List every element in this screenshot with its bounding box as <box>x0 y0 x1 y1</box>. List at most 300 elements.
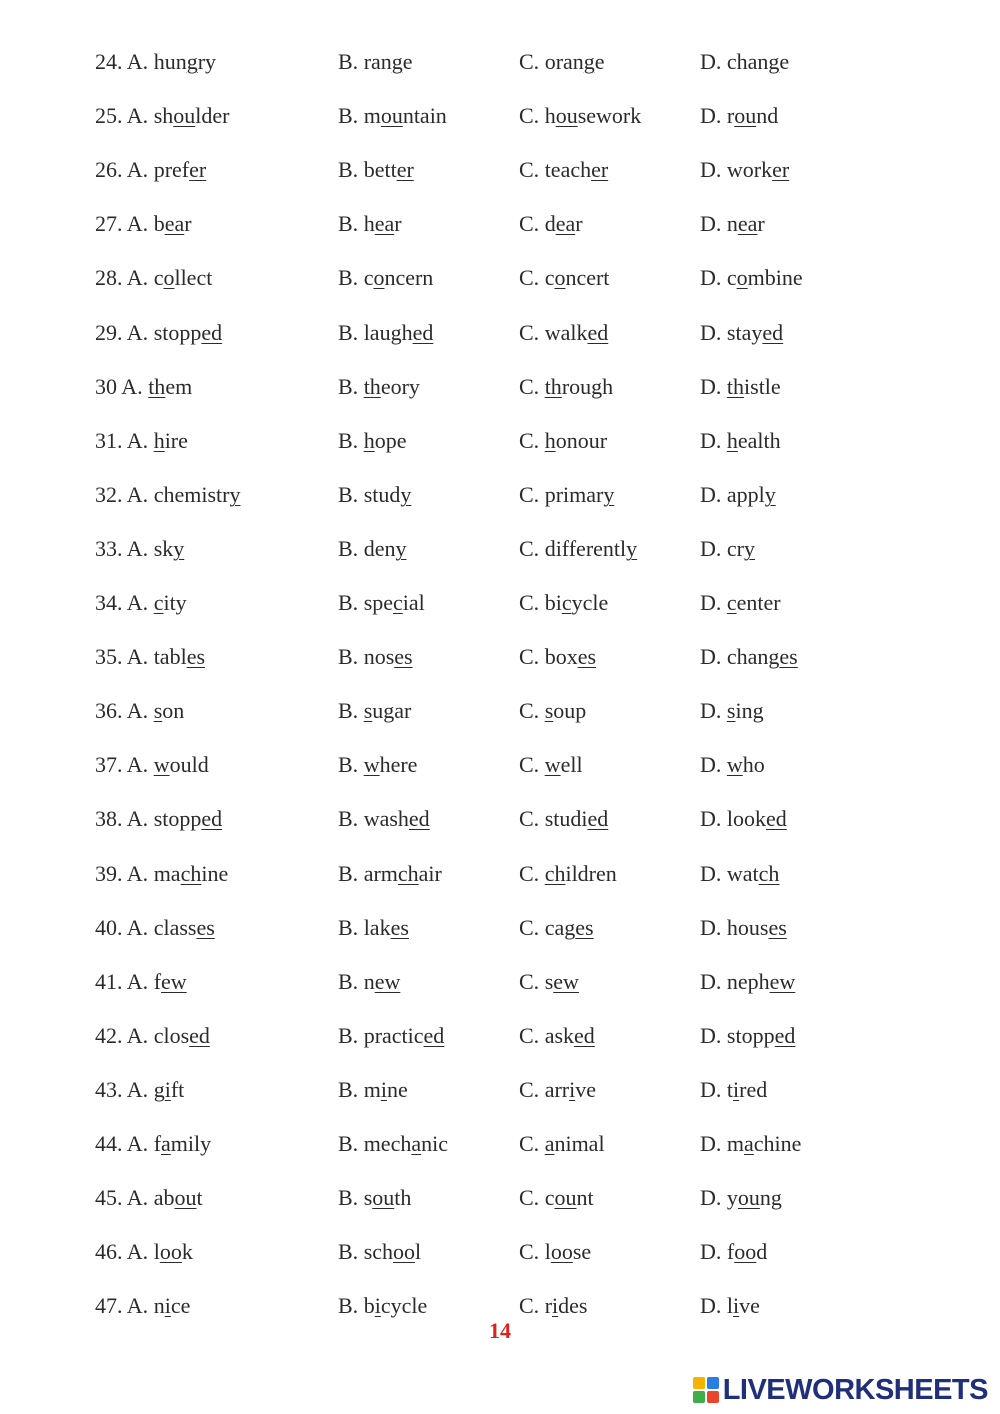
word-suffix: ycle <box>571 590 609 615</box>
option-d[interactable] <box>700 962 795 1002</box>
underlined-sound: ew <box>769 968 796 994</box>
option-letter: D. <box>700 590 722 615</box>
underlined-sound: ed <box>408 806 430 832</box>
underlined-sound: o <box>163 265 175 291</box>
option-c[interactable] <box>519 637 596 677</box>
option-d[interactable] <box>700 637 798 677</box>
option-letter: C. <box>519 1076 540 1102</box>
question-number: 28. A. <box>95 265 149 291</box>
option-a[interactable] <box>95 204 192 244</box>
option-a[interactable] <box>95 637 205 677</box>
option-c[interactable] <box>519 799 608 839</box>
liveworksheets-brand[interactable] <box>693 1372 988 1408</box>
underlined-sound: y <box>229 481 241 507</box>
option-c[interactable] <box>519 1124 605 1164</box>
question-number: 35. A. <box>95 644 149 670</box>
option-letter: D. <box>700 806 722 832</box>
underlined-sound: s <box>544 698 554 724</box>
option-d[interactable] <box>700 908 787 948</box>
option-a[interactable] <box>95 583 187 623</box>
option-c[interactable] <box>519 854 617 894</box>
option-letter: D. <box>700 211 722 237</box>
option-letter: B. <box>338 698 359 724</box>
word-suffix: onour <box>555 427 608 453</box>
option-c[interactable] <box>519 1232 591 1272</box>
question-row <box>0 475 1000 515</box>
option-a[interactable] <box>95 908 215 948</box>
option-b[interactable] <box>338 258 433 298</box>
option-a[interactable] <box>95 1016 210 1056</box>
option-letter: D. <box>700 49 722 74</box>
underlined-sound: h <box>363 427 375 453</box>
question-row <box>0 96 1000 136</box>
option-d[interactable] <box>700 529 755 569</box>
question-row <box>0 799 1000 839</box>
question-number: 31. A. <box>95 427 149 453</box>
word-prefix: c <box>363 265 374 291</box>
word-suffix: enter <box>736 590 781 615</box>
underlined-sound: ew <box>553 968 579 994</box>
word-suffix: r <box>757 211 765 237</box>
word-prefix: m <box>363 103 381 129</box>
word-suffix: ncert <box>565 265 610 291</box>
option-b[interactable] <box>338 313 433 353</box>
word-suffix: e <box>779 49 790 74</box>
option-b[interactable] <box>338 583 425 623</box>
word-prefix: stay <box>726 319 763 345</box>
underlined-sound: ch <box>397 860 419 886</box>
underlined-sound: ou <box>554 1185 577 1211</box>
word-prefix: y <box>726 1185 738 1211</box>
word-suffix: des <box>558 1293 588 1319</box>
option-d[interactable] <box>700 150 789 190</box>
question-number: 33. A. <box>95 535 149 561</box>
option-letter: D. <box>700 427 722 453</box>
word-prefix: s <box>544 968 554 994</box>
underlined-sound: w <box>544 752 561 778</box>
word-suffix: r <box>575 211 583 237</box>
option-d[interactable] <box>700 475 776 515</box>
question-row <box>0 962 1000 1002</box>
option-letter: C. <box>519 1185 540 1211</box>
word-suffix: sework <box>577 103 642 129</box>
option-letter: B. <box>338 1185 359 1211</box>
underlined-sound: ed <box>587 806 609 832</box>
word-prefix: nos <box>363 644 395 670</box>
word-prefix: differentl <box>544 535 627 561</box>
option-c[interactable] <box>519 96 641 136</box>
option-c[interactable] <box>519 367 613 407</box>
option-letter: B. <box>338 49 359 74</box>
word-prefix: arr <box>544 1076 570 1102</box>
underlined-sound: ou <box>372 1185 395 1211</box>
option-d[interactable] <box>700 854 779 894</box>
word-suffix: nimal <box>554 1131 605 1156</box>
word-prefix: r <box>544 1293 553 1319</box>
option-c[interactable] <box>519 1016 595 1056</box>
word-prefix: look <box>726 806 767 832</box>
option-b[interactable] <box>338 1232 421 1272</box>
underlined-sound: h <box>544 427 556 453</box>
underlined-sound: o <box>736 265 748 291</box>
underlined-sound: s <box>153 698 163 724</box>
underlined-sound: ou <box>174 1185 197 1211</box>
word-suffix: eory <box>380 373 420 399</box>
option-letter: C. <box>519 1022 540 1048</box>
underlined-sound: ch <box>180 860 202 886</box>
question-number: 26. A. <box>95 157 149 183</box>
option-b[interactable] <box>338 908 409 948</box>
word-prefix: tabl <box>153 644 187 670</box>
word-suffix: nt <box>576 1185 594 1211</box>
option-letter: B. <box>338 1239 359 1265</box>
word-suffix: t <box>196 1185 203 1211</box>
option-c[interactable] <box>519 421 607 461</box>
word-suffix: ope <box>374 427 407 453</box>
question-number: 36. A. <box>95 698 149 724</box>
word-suffix: ell <box>560 752 583 778</box>
underlined-sound: th <box>363 373 381 399</box>
underlined-sound: ou <box>173 103 196 129</box>
option-b[interactable] <box>338 421 406 461</box>
option-letter: C. <box>519 103 540 129</box>
option-a[interactable] <box>95 799 222 839</box>
option-c[interactable] <box>519 258 609 298</box>
underlined-sound: ed <box>587 319 609 345</box>
option-b[interactable] <box>338 854 442 894</box>
underlined-sound: ch <box>544 860 566 886</box>
option-b[interactable] <box>338 204 402 244</box>
word-suffix: d <box>756 1239 768 1265</box>
option-c[interactable] <box>519 745 583 785</box>
question-row <box>0 1016 1000 1056</box>
option-letter: B. <box>338 968 359 994</box>
option-d[interactable] <box>700 583 781 623</box>
underlined-sound: er <box>189 157 207 183</box>
word-prefix: neph <box>726 968 770 994</box>
question-row <box>0 583 1000 623</box>
option-a[interactable] <box>95 42 216 82</box>
option-d[interactable] <box>700 1070 767 1110</box>
word-suffix: ry <box>197 49 217 74</box>
word-suffix: mbine <box>747 265 803 291</box>
question-row <box>0 367 1000 407</box>
option-letter: B. <box>338 373 359 399</box>
option-a[interactable] <box>95 962 187 1002</box>
option-d[interactable] <box>700 691 764 731</box>
underlined-sound: th <box>726 373 745 399</box>
option-a[interactable] <box>95 691 184 731</box>
option-a[interactable] <box>95 96 229 136</box>
question-row <box>0 1178 1000 1218</box>
option-letter: B. <box>338 590 359 615</box>
underlined-sound: g <box>391 49 403 74</box>
word-suffix: ncern <box>384 265 434 291</box>
option-b[interactable] <box>338 799 430 839</box>
option-letter: C. <box>519 265 540 291</box>
underlined-sound: a <box>744 1131 754 1156</box>
option-letter: C. <box>519 1131 540 1156</box>
word-prefix: wat <box>726 860 759 886</box>
option-d[interactable] <box>700 1016 795 1056</box>
word-prefix: chan <box>726 49 769 74</box>
option-b[interactable] <box>338 962 400 1002</box>
word-prefix: l <box>544 1239 551 1265</box>
question-row <box>0 637 1000 677</box>
word-suffix: e <box>402 49 413 74</box>
option-a[interactable] <box>95 1178 203 1218</box>
option-c[interactable] <box>519 962 579 1002</box>
option-c[interactable] <box>519 42 605 82</box>
underlined-sound: i <box>733 1293 740 1319</box>
underlined-sound: y <box>173 535 185 561</box>
underlined-sound: es <box>186 644 206 670</box>
liveworksheets-logo-icon <box>693 1377 719 1403</box>
word-prefix: walk <box>544 319 588 345</box>
option-letter: D. <box>700 698 722 724</box>
underlined-sound: ea <box>374 211 395 237</box>
question-row <box>0 1070 1000 1110</box>
word-prefix: r <box>726 103 735 129</box>
option-c[interactable] <box>519 204 583 244</box>
option-a[interactable] <box>95 475 240 515</box>
option-c[interactable] <box>519 1070 596 1110</box>
option-letter: B. <box>338 860 359 886</box>
option-letter: D. <box>700 1239 722 1265</box>
question-number: 37. A. <box>95 752 149 778</box>
question-row <box>0 42 1000 82</box>
option-d[interactable] <box>700 96 778 136</box>
question-number: 45. A. <box>95 1185 149 1211</box>
word-prefix: spe <box>363 590 394 615</box>
option-a[interactable] <box>95 1070 184 1110</box>
option-b[interactable] <box>338 745 417 785</box>
underlined-sound: ew <box>161 968 187 994</box>
word-prefix: sch <box>363 1239 394 1265</box>
option-d[interactable] <box>700 313 783 353</box>
option-letter: B. <box>338 157 359 183</box>
question-row <box>0 691 1000 731</box>
question-row <box>0 529 1000 569</box>
word-suffix: ve <box>575 1076 596 1102</box>
underlined-sound: ed <box>189 1022 210 1048</box>
option-c[interactable] <box>519 908 594 948</box>
underlined-sound: a <box>411 1131 422 1156</box>
underlined-sound: c <box>393 590 403 615</box>
question-row <box>0 908 1000 948</box>
word-prefix: sh <box>153 103 174 129</box>
option-b[interactable] <box>338 367 420 407</box>
option-letter: C. <box>519 914 540 940</box>
option-letter: C. <box>519 1293 540 1319</box>
option-letter: B. <box>338 1022 359 1048</box>
option-letter: B. <box>338 103 359 129</box>
option-letter: C. <box>519 1239 540 1265</box>
word-suffix: nic <box>421 1131 448 1156</box>
word-suffix: lder <box>195 103 230 129</box>
word-prefix: class <box>153 914 197 940</box>
option-letter: C. <box>519 319 540 345</box>
option-letter: D. <box>700 265 722 291</box>
option-c[interactable] <box>519 313 608 353</box>
word-prefix: stud <box>363 481 401 507</box>
option-d[interactable] <box>700 204 765 244</box>
underlined-sound: w <box>363 752 380 778</box>
option-b[interactable] <box>338 1178 411 1218</box>
question-number: 47. A. <box>95 1293 149 1319</box>
word-prefix: n <box>363 968 375 994</box>
option-letter: D. <box>700 1076 722 1102</box>
word-prefix: f <box>153 968 162 994</box>
option-d[interactable] <box>700 1178 782 1218</box>
option-b[interactable] <box>338 637 413 677</box>
option-d[interactable] <box>700 367 781 407</box>
word-suffix: air <box>418 860 442 886</box>
option-b[interactable] <box>338 150 414 190</box>
option-a[interactable] <box>95 854 228 894</box>
word-prefix: hous <box>726 914 769 940</box>
word-prefix: f <box>726 1239 735 1265</box>
option-letter: D. <box>700 1022 722 1048</box>
word-suffix: ntain <box>402 103 447 129</box>
option-a[interactable] <box>95 745 209 785</box>
option-letter: C. <box>519 211 540 237</box>
option-a[interactable] <box>95 367 192 407</box>
underlined-sound: i <box>733 1076 740 1102</box>
underlined-sound: th <box>148 373 166 399</box>
option-letter: D. <box>700 1293 722 1319</box>
option-b[interactable] <box>338 1070 408 1110</box>
word-prefix: den <box>363 535 396 561</box>
option-b[interactable] <box>338 475 411 515</box>
word-suffix: r <box>394 211 402 237</box>
question-number: 39. A. <box>95 860 149 886</box>
option-a[interactable] <box>95 1232 193 1272</box>
option-c[interactable] <box>519 1178 594 1218</box>
word-suffix: r <box>184 211 192 237</box>
question-number: 30 A. <box>95 373 143 399</box>
option-letter: C. <box>519 698 540 724</box>
underlined-sound: g <box>768 49 780 74</box>
question-number: 27. A. <box>95 211 149 237</box>
word-prefix: t <box>726 1076 734 1102</box>
option-letter: C. <box>519 373 540 399</box>
option-b[interactable] <box>338 42 413 82</box>
underlined-sound: ou <box>555 103 578 129</box>
option-d[interactable] <box>700 1232 767 1272</box>
question-number: 46. A. <box>95 1239 149 1265</box>
word-prefix: c <box>544 265 555 291</box>
underlined-sound: g <box>186 49 198 74</box>
underlined-sound: es <box>390 914 409 940</box>
underlined-sound: ea <box>555 211 576 237</box>
word-prefix: appl <box>726 481 765 507</box>
page-number: 14 <box>489 1318 511 1343</box>
word-prefix: arm <box>363 860 398 886</box>
option-c[interactable] <box>519 475 614 515</box>
underlined-sound: ea <box>737 211 758 237</box>
underlined-sound: i <box>380 1076 387 1102</box>
option-d[interactable] <box>700 1124 801 1164</box>
option-letter: B. <box>338 535 359 561</box>
option-a[interactable] <box>95 313 222 353</box>
underlined-sound: ed <box>201 806 223 832</box>
question-number: 24. A. <box>95 49 149 74</box>
option-letter: B. <box>338 914 359 940</box>
option-a[interactable] <box>95 421 188 461</box>
option-letter: C. <box>519 860 540 886</box>
word-prefix: f <box>153 1131 162 1156</box>
word-prefix: n <box>153 1293 165 1319</box>
option-d[interactable] <box>700 745 765 785</box>
word-suffix: nd <box>756 103 779 129</box>
underlined-sound: o <box>554 265 566 291</box>
option-a[interactable] <box>95 529 184 569</box>
option-b[interactable] <box>338 1124 448 1164</box>
word-suffix: ire <box>164 427 188 453</box>
option-letter: D. <box>700 1185 722 1211</box>
option-letter: D. <box>700 481 722 507</box>
option-letter: D. <box>700 860 722 886</box>
word-suffix: on <box>162 698 185 724</box>
option-c[interactable] <box>519 150 608 190</box>
underlined-sound: ed <box>412 319 434 345</box>
option-c[interactable] <box>519 583 608 623</box>
option-letter: C. <box>519 535 540 561</box>
option-b[interactable] <box>338 1016 444 1056</box>
underlined-sound: oo <box>734 1239 757 1265</box>
option-b[interactable] <box>338 96 447 136</box>
word-prefix: m <box>363 1076 381 1102</box>
option-c[interactable] <box>519 529 637 569</box>
option-a[interactable] <box>95 258 212 298</box>
word-suffix: se <box>572 1239 592 1265</box>
word-prefix: ab <box>153 1185 175 1211</box>
word-prefix: primar <box>544 481 604 507</box>
word-suffix: llect <box>174 265 213 291</box>
option-d[interactable] <box>700 258 803 298</box>
option-a[interactable] <box>95 1124 211 1164</box>
word-suffix: cycle <box>380 1293 428 1319</box>
word-prefix: work <box>726 157 773 183</box>
underlined-sound: oo <box>393 1239 416 1265</box>
option-letter: B. <box>338 752 359 778</box>
option-a[interactable] <box>95 150 206 190</box>
option-c[interactable] <box>519 691 586 731</box>
underlined-sound: i <box>164 1076 171 1102</box>
word-prefix: n <box>726 211 738 237</box>
word-suffix: em <box>165 373 193 399</box>
underlined-sound: i <box>552 1293 559 1319</box>
option-d[interactable] <box>700 42 789 82</box>
option-d[interactable] <box>700 799 787 839</box>
underlined-sound: oo <box>550 1239 573 1265</box>
word-prefix: s <box>363 1185 373 1211</box>
option-b[interactable] <box>338 691 411 731</box>
word-suffix: here <box>379 752 418 778</box>
question-row <box>0 313 1000 353</box>
question-number: 29. A. <box>95 319 149 345</box>
word-suffix: red <box>739 1076 768 1102</box>
underlined-sound: w <box>153 752 170 778</box>
option-b[interactable] <box>338 529 406 569</box>
underlined-sound: s <box>363 698 373 724</box>
underlined-sound: ed <box>574 1022 595 1048</box>
option-letter: C. <box>519 644 540 670</box>
option-d[interactable] <box>700 421 781 461</box>
word-prefix: c <box>544 1185 555 1211</box>
word-suffix: mily <box>170 1131 212 1156</box>
